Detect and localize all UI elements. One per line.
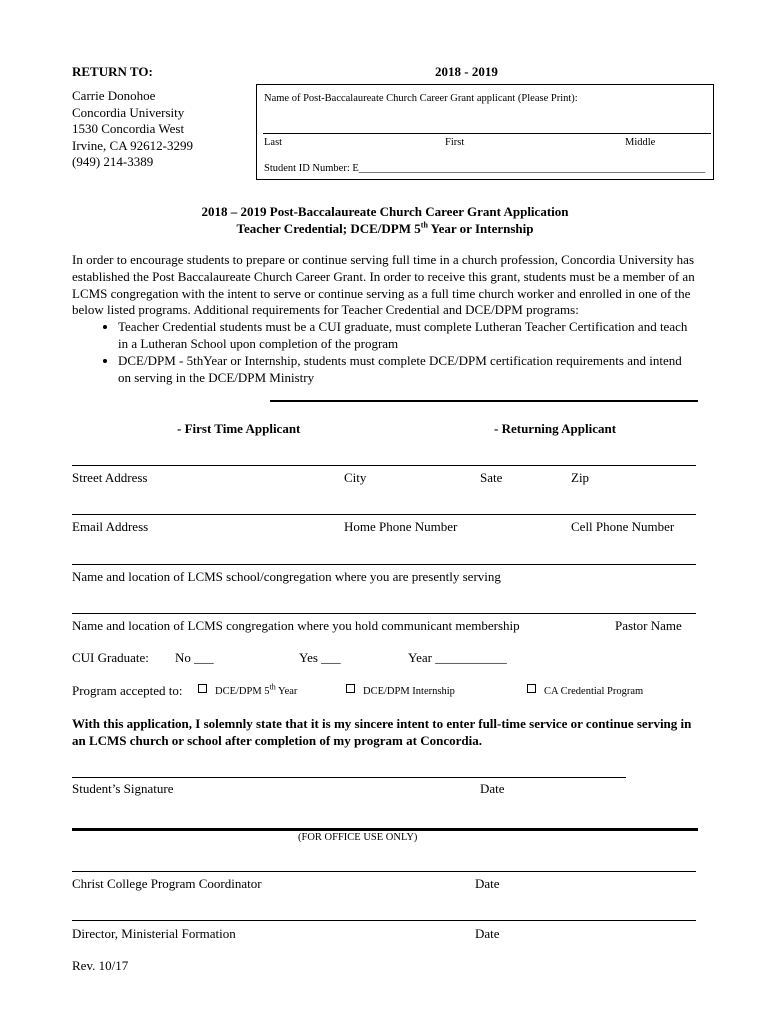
address-line: Irvine, CA 92612-3299 [72, 137, 193, 153]
signature-write-line[interactable] [72, 777, 626, 778]
revision-label: Rev. 10/17 [72, 958, 129, 973]
program-option-dce-5th-year[interactable]: DCE/DPM 5th Year [198, 684, 297, 697]
coordinator-label: Christ College Program Coordinator [72, 876, 262, 891]
program-option-ca-credential[interactable]: CA Credential Program [527, 684, 643, 697]
student-id-field[interactable]: Student ID Number: E__________________________________________________________________ [264, 163, 706, 174]
graduation-year-field[interactable]: Year ___________ [408, 650, 507, 665]
home-phone-label: Home Phone Number [344, 519, 458, 534]
office-use-label: (FOR OFFICE USE ONLY) [298, 832, 418, 843]
current-school-label: Name and location of LCMS school/congregation where you are presently serving [72, 569, 501, 584]
membership-label: Name and location of LCMS congregation where you hold communicant membership [72, 618, 520, 633]
intent-statement: With this application, I solemnly state that it is my sincere intent to enter full-time service or continue serving in an LCMS church or school after completion of my program at Concordia. [72, 716, 692, 748]
student-signature-label: Student’s Signature [72, 781, 174, 796]
signature-date-label: Date [480, 781, 505, 796]
form-subtitle: Teacher Credential; DCE/DPM 5th Year or Internship [236, 220, 534, 236]
returning-applicant-option[interactable]: - Returning Applicant [494, 421, 617, 436]
checkbox-icon[interactable] [527, 684, 536, 693]
section-divider [270, 400, 698, 402]
school-write-line[interactable] [72, 564, 696, 565]
coordinator-date-label: Date [475, 876, 500, 891]
director-label: Director, Ministerial Formation [72, 926, 236, 941]
applicant-name-box [256, 84, 714, 180]
address-write-line[interactable] [72, 465, 696, 466]
pastor-name-label: Pastor Name [615, 618, 682, 633]
cui-graduate-label: CUI Graduate: [72, 650, 149, 665]
address-line: (949) 214-3389 [72, 154, 154, 169]
program-option-dce-internship[interactable]: DCE/DPM Internship [346, 684, 455, 697]
cell-phone-label: Cell Phone Number [571, 519, 675, 534]
middle-name-label: Middle [625, 137, 656, 148]
intro-paragraph: In order to encourage students to prepare or continue serving full time in a church profession, Concordia University has established the Post Baccalaureate Church Career Grant. In order to receive this grant, students must be a member of an LCMS congregation with the intent to serve or continue serving as a full time church worker and enrolled in one of the below listed programs. Additional requirements for Teacher Credential and DCE/DPM programs: [72, 252, 695, 318]
street-address-label: Street Address [72, 470, 148, 485]
office-divider [72, 828, 698, 831]
membership-write-line[interactable] [72, 613, 696, 614]
year-heading: 2018 - 2019 [435, 64, 498, 79]
return-address [72, 88, 193, 171]
form-title: 2018 – 2019 Post-Baccalaureate Church Career Grant Application [201, 204, 569, 219]
coordinator-write-line[interactable] [72, 871, 696, 872]
requirement-bullet: • DCE/DPM - 5thYear or Internship, students must complete DCE/DPM certification requirements and intend on serving in the DCE/DPM Ministry [118, 353, 697, 387]
checkbox-icon[interactable] [198, 684, 207, 693]
director-write-line[interactable] [72, 920, 696, 921]
requirement-bullet: • Teacher Credential students must be a CUI graduate, must complete Lutheran Teacher Certification and teach in a Lutheran School upon completion of the program [118, 319, 697, 353]
director-date-label: Date [475, 926, 500, 941]
first-time-applicant-option[interactable]: - First Time Applicant [177, 421, 301, 436]
email-label: Email Address [72, 519, 149, 534]
city-label: City [344, 470, 367, 485]
return-to-label: RETURN TO: [72, 64, 153, 79]
first-name-label: First [445, 137, 465, 148]
cui-yes-option[interactable]: Yes ___ [299, 650, 341, 665]
name-write-line[interactable] [263, 133, 711, 134]
last-name-label: Last [264, 137, 283, 148]
contact-write-line[interactable] [72, 514, 696, 515]
address-line: Carrie Donohoe [72, 88, 156, 103]
state-label: Sate [480, 470, 503, 485]
address-line: 1530 Concordia West [72, 121, 185, 136]
checkbox-icon[interactable] [346, 684, 355, 693]
zip-label: Zip [571, 470, 590, 485]
name-prompt: Name of Post-Baccalaureate Church Career Grant applicant (Please Print): [264, 93, 578, 104]
program-label: Program accepted to: [72, 683, 183, 698]
cui-no-option[interactable]: No ___ [175, 650, 214, 665]
address-line: Concordia University [72, 104, 185, 120]
intro-section [72, 252, 697, 386]
